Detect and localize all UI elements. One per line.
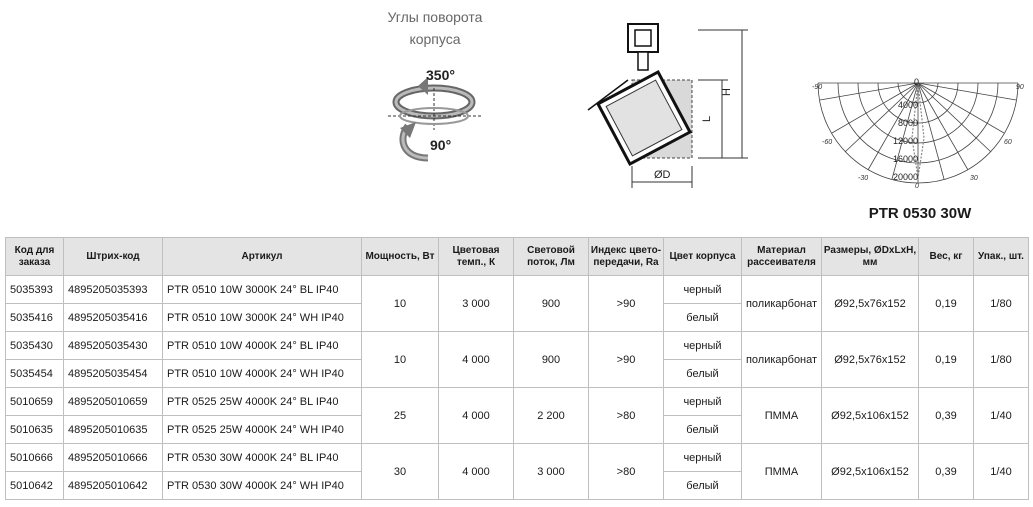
cell-weight: 0,19: [919, 332, 974, 388]
rotation-title-line1: Углы поворота: [387, 9, 483, 25]
rotation-angles-diagram: [388, 58, 488, 178]
cell-article: PTR 0510 10W 4000K 24° BL IP40: [163, 332, 362, 360]
header-pack: Упак., шт.: [974, 238, 1029, 276]
polar-angle-label: -30: [858, 175, 869, 182]
cell-code: 5010642: [6, 472, 64, 500]
cell-cri: >90: [589, 332, 664, 388]
spec-table: [5, 237, 1029, 500]
cell-barcode: 4895205035416: [64, 304, 163, 332]
polar-angle-label: -90: [812, 84, 823, 91]
header-article: Артикул: [163, 238, 362, 276]
cell-flux: 900: [514, 332, 589, 388]
cell-code: 5010635: [6, 416, 64, 444]
header-flux: Световой поток, Лм: [514, 238, 589, 276]
cell-article: PTR 0525 25W 4000K 24° BL IP40: [163, 388, 362, 416]
cell-article: PTR 0510 10W 3000K 24° BL IP40: [163, 276, 362, 304]
header-power: Мощность, Вт: [362, 238, 439, 276]
header-code: Код для заказа: [6, 238, 64, 276]
cell-barcode: 4895205035430: [64, 332, 163, 360]
cell-cri: >80: [589, 444, 664, 500]
polar-ring-label: 20000: [892, 172, 918, 182]
cell-article: PTR 0510 10W 3000K 24° WH IP40: [163, 304, 362, 332]
cell-barcode: 4895205035454: [64, 360, 163, 388]
cell-diffuser: поликарбонат: [742, 276, 822, 332]
figures-area: [0, 0, 1033, 237]
polar-angle-label: 0: [915, 183, 919, 188]
cell-barcode: 4895205010635: [64, 416, 163, 444]
cell-size: Ø92,5x76x152: [822, 276, 919, 332]
cell-body-color: черный: [664, 332, 742, 360]
cell-color-temp: 4 000: [439, 444, 514, 500]
cell-code: 5035416: [6, 304, 64, 332]
cell-code: 5010666: [6, 444, 64, 472]
cell-color-temp: 3 000: [439, 276, 514, 332]
cell-size: Ø92,5x106x152: [822, 388, 919, 444]
table-header-row: [6, 238, 1029, 276]
dim-h-label: H: [721, 88, 733, 96]
polar-angle-label: 90: [1016, 84, 1024, 91]
cell-diffuser: ПММА: [742, 444, 822, 500]
cell-code: 5035430: [6, 332, 64, 360]
cell-size: Ø92,5x76x152: [822, 332, 919, 388]
cell-body-color: черный: [664, 276, 742, 304]
polar-ring-label: 12000: [892, 136, 918, 146]
cell-color-temp: 4 000: [439, 332, 514, 388]
polar-light-distribution: [808, 78, 1028, 188]
lamp-dimension-drawing: [572, 18, 752, 198]
header-color-temp: Цветовая темп., К: [439, 238, 514, 276]
cell-diffuser: ПММА: [742, 388, 822, 444]
cell-code: 5035393: [6, 276, 64, 304]
cell-article: PTR 0525 25W 4000K 24° WH IP40: [163, 416, 362, 444]
angle-90-label: 90°: [430, 137, 452, 153]
cell-weight: 0,39: [919, 444, 974, 500]
cell-article: PTR 0510 10W 4000K 24° WH IP40: [163, 360, 362, 388]
header-barcode: Штрих-код: [64, 238, 163, 276]
cell-pack: 1/80: [974, 276, 1029, 332]
cell-power: 10: [362, 276, 439, 332]
polar-top-zero-label: 0: [914, 78, 920, 87]
cell-pack: 1/40: [974, 444, 1029, 500]
cell-code: 5035454: [6, 360, 64, 388]
polar-ring-label: 16000: [892, 154, 918, 164]
header-size: Размеры, ØDxLxH, мм: [822, 238, 919, 276]
dim-d-label: ØD: [654, 169, 671, 181]
cell-barcode: 4895205010659: [64, 388, 163, 416]
cell-body-color: белый: [664, 360, 742, 388]
header-diffuser: Материал рассеивателя: [742, 238, 822, 276]
cell-body-color: белый: [664, 472, 742, 500]
header-cri: Индекс цвето-передачи, Ra: [589, 238, 664, 276]
rotation-title-line2: корпуса: [409, 31, 461, 47]
cell-pack: 1/40: [974, 388, 1029, 444]
cell-weight: 0,19: [919, 276, 974, 332]
polar-angle-label: -60: [822, 139, 833, 146]
polar-ring-label: 8000: [897, 118, 918, 128]
header-weight: Вес, кг: [919, 238, 974, 276]
table-row: [6, 388, 1029, 416]
table-row: [6, 444, 1029, 472]
cell-cri: >90: [589, 276, 664, 332]
cell-barcode: 4895205010666: [64, 444, 163, 472]
cell-code: 5010659: [6, 388, 64, 416]
polar-title: PTR 0530 30W: [868, 205, 972, 222]
cell-power: 25: [362, 388, 439, 444]
cell-flux: 2 200: [514, 388, 589, 444]
cell-body-color: черный: [664, 388, 742, 416]
table-row: [6, 276, 1029, 304]
cell-body-color: белый: [664, 304, 742, 332]
cell-diffuser: поликарбонат: [742, 332, 822, 388]
cell-body-color: черный: [664, 444, 742, 472]
cell-power: 10: [362, 332, 439, 388]
polar-angle-label: 30: [970, 175, 978, 182]
cell-color-temp: 4 000: [439, 388, 514, 444]
cell-cri: >80: [589, 388, 664, 444]
cell-article: PTR 0530 30W 4000K 24° WH IP40: [163, 472, 362, 500]
header-body-color: Цвет корпуса: [664, 238, 742, 276]
cell-weight: 0,39: [919, 388, 974, 444]
table-row: [6, 332, 1029, 360]
dim-l-label: L: [701, 115, 713, 122]
cell-barcode: 4895205035393: [64, 276, 163, 304]
cell-body-color: белый: [664, 416, 742, 444]
cell-article: PTR 0530 30W 4000K 24° BL IP40: [163, 444, 362, 472]
polar-ring-label: 4000: [897, 100, 918, 110]
cell-flux: 900: [514, 276, 589, 332]
cell-pack: 1/80: [974, 332, 1029, 388]
cell-barcode: 4895205010642: [64, 472, 163, 500]
rotation-title: [360, 6, 510, 50]
cell-power: 30: [362, 444, 439, 500]
polar-angle-label: 60: [1004, 139, 1012, 146]
cell-size: Ø92,5x106x152: [822, 444, 919, 500]
cell-flux: 3 000: [514, 444, 589, 500]
angle-350-label: 350°: [426, 67, 455, 83]
